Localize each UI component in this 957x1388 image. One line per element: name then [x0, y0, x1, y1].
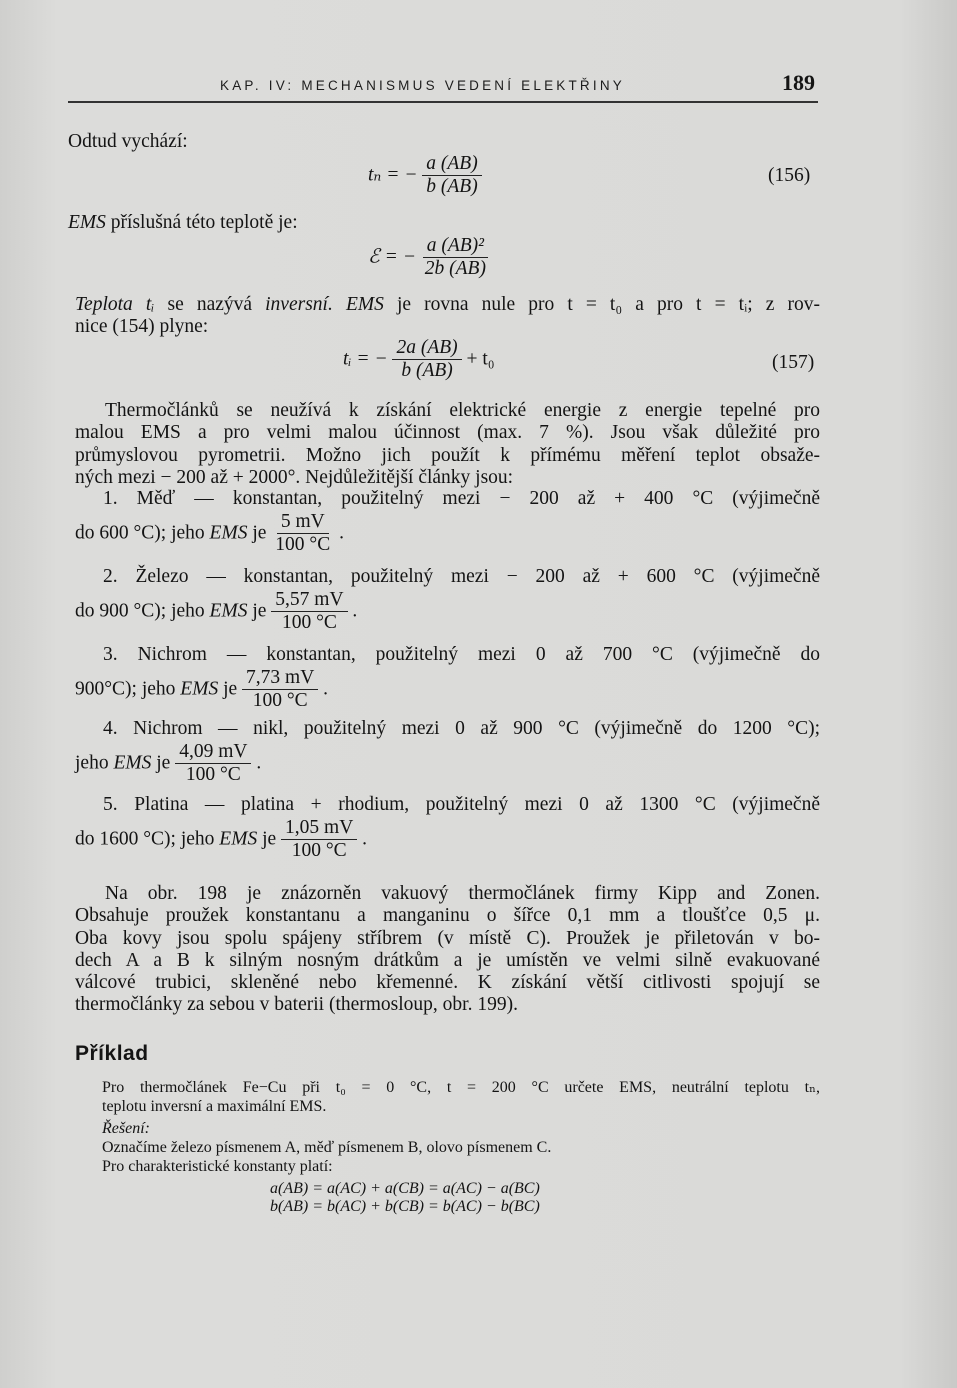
item-1-je: je	[252, 522, 267, 544]
eq156-fraction	[422, 154, 481, 198]
equation-b: b(AB) = b(AC) + b(CB) = b(AC) − b(BC)	[270, 1198, 540, 1215]
item-4-line-2	[75, 742, 820, 786]
list-item	[75, 488, 820, 556]
kipp-zonen-paragraph	[75, 883, 820, 1017]
eq156-numerator: a (AB)	[422, 154, 481, 176]
eqE-fraction	[421, 236, 490, 280]
item-1-line-2	[75, 512, 820, 556]
item-2-num: 5,57 mV	[271, 590, 347, 612]
item-1-num: 5 mV	[277, 512, 329, 534]
teplota-rest: je rovna nule pro t = t₀ a pro t = tᵢ; z rov-	[396, 294, 821, 315]
item-3-num: 7,73 mV	[242, 668, 318, 690]
item-2-line-1: 2. Železo — konstantan, použitelný mezi − 200 až + 600 °C (výjimečně	[103, 566, 820, 587]
item-5-num: 1,05 mV	[281, 818, 357, 840]
running-header: KAP. IV: MECHANISMUS VEDENÍ ELEKTŘINY	[220, 78, 625, 93]
para2-line-6: thermočlánky za sebou v baterii (thermosloup, obr. 199).	[75, 994, 518, 1016]
inversni-word: inversní.	[265, 294, 333, 315]
solution-line-1: Označíme železo písmenem A, měď písmenem B, olovo písmenem C.	[102, 1139, 552, 1156]
teplota-line-1	[75, 294, 820, 316]
ems-intro	[68, 212, 298, 234]
item-3-fraction	[242, 668, 318, 712]
item-4-den: 100 °C	[185, 764, 241, 786]
item-1-fraction	[271, 512, 334, 556]
item-2-je: je	[252, 600, 267, 622]
eq157-fraction	[392, 338, 461, 382]
ems-word: EMS	[345, 294, 384, 315]
list-item	[75, 566, 820, 634]
item-3-pre: 900°C); jeho	[75, 678, 176, 700]
eq157-rhs: + t₀	[466, 348, 495, 370]
equation-emf	[368, 236, 490, 280]
task-line-2: teplotu inversní a maximální EMS.	[102, 1098, 327, 1115]
item-1-den: 100 °C	[275, 534, 331, 556]
para2-line-1: Na obr. 198 je znázorněn vakuový thermočlánek firmy Kipp and Zonen.	[105, 883, 820, 904]
item-3-ems: EMS	[180, 678, 219, 700]
header-rule	[68, 101, 818, 103]
item-3-den: 100 °C	[252, 690, 308, 712]
item-2-fraction	[271, 590, 347, 634]
item-3-line-1: 3. Nichrom — konstantan, použitelný mezi 0 až 700 °C (výjimečně do	[103, 644, 820, 665]
item-2-line-2	[75, 590, 820, 634]
item-4-num: 4,09 mV	[175, 742, 251, 764]
para2-line-2: Obsahuje proužek konstantanu a manganinu o šířce 0,1 mm a tloušťce 0,5 μ.	[75, 905, 820, 927]
task-line-1: Pro thermočlánek Fe−Cu při t₀ = 0 °C, t = 200 °C určete EMS, neutrální teplotu tₙ,	[102, 1079, 820, 1096]
item-1-line-1: 1. Měď — konstantan, použitelný mezi − 200 až + 400 °C (výjimečně	[103, 488, 820, 509]
item-5-ems: EMS	[219, 828, 258, 850]
eqE-numerator: a (AB)²	[423, 236, 488, 258]
eq156-lhs: tₙ = −	[368, 164, 418, 186]
item-4-ems: EMS	[113, 752, 152, 774]
item-2-pre: do 900 °C); jeho	[75, 600, 205, 622]
para2-line-5: válcové trubici, skleněné nebo křemenné. K získání větší citlivosti spojují se	[75, 972, 820, 994]
item-2-end: .	[352, 600, 358, 622]
ems-label: EMS	[68, 212, 106, 233]
item-1-pre: do 600 °C); jeho	[75, 522, 205, 544]
item-4-pre: jeho	[75, 752, 109, 774]
item-4-line-1: 4. Nichrom — nikl, použitelný mezi 0 až 900 °C (výjimečně do 1200 °C);	[103, 718, 820, 739]
equation-number-157: (157)	[772, 352, 815, 373]
eqE-lhs: ℰ = −	[368, 246, 416, 268]
item-4-je: je	[156, 752, 171, 774]
constants-equations	[270, 1180, 540, 1216]
list-item	[75, 718, 820, 786]
para2-line-4: dech A a B k silným nosným drátkům a je umístěn ve velmi silně evakuované	[75, 949, 820, 971]
ems-text: příslušná této teplotě je:	[110, 212, 298, 233]
para2-line-3: Oba kovy jsou spolu spájeny stříbrem (v místě C). Proužek je přiletován v bo-	[75, 927, 820, 949]
item-4-fraction	[175, 742, 251, 786]
item-3-je: je	[223, 678, 238, 700]
teplota-text: se nazývá	[167, 294, 253, 315]
equation-157	[343, 338, 495, 382]
eq157-denominator: b (AB)	[401, 360, 453, 382]
teplota-line-2: nice (154) plyne:	[75, 316, 209, 338]
item-5-fraction	[281, 818, 357, 862]
item-5-den: 100 °C	[291, 840, 347, 862]
item-5-end: .	[362, 828, 368, 850]
example-heading: Příklad	[75, 1042, 149, 1065]
teplota-word: Teplota tᵢ	[75, 294, 155, 315]
list-item	[75, 794, 820, 862]
list-item	[75, 644, 820, 712]
para1-line-1: Thermočlánků se neužívá k získání elektrické energie z energie tepelné pro	[105, 400, 820, 421]
solution-label: Řešení:	[102, 1120, 150, 1137]
thermocouple-paragraph	[75, 400, 820, 489]
item-1-ems: EMS	[209, 522, 248, 544]
item-5-line-1: 5. Platina — platina + rhodium, použitelný mezi 0 až 1300 °C (výjimečně	[103, 794, 820, 815]
item-1-end: .	[339, 522, 344, 544]
para1-line-2: malou EMS a pro velmi malou účinnost (max. 7 %). Jsou však důležité pro	[75, 422, 820, 444]
intro-text: Odtud vychází:	[68, 131, 188, 152]
example-task	[102, 1078, 820, 1176]
item-5-line-2	[75, 818, 820, 862]
item-5-je: je	[262, 828, 277, 850]
item-2-ems: EMS	[209, 600, 248, 622]
para1-line-4: ných mezi − 200 až + 2000°. Nejdůležitější články jsou:	[75, 466, 514, 488]
equation-156	[368, 154, 482, 198]
eq157-numerator: 2a (AB)	[392, 338, 461, 360]
item-3-end: .	[323, 678, 329, 700]
equation-number-156: (156)	[768, 165, 811, 186]
equation-a: a(AB) = a(AC) + a(CB) = a(AC) − a(BC)	[270, 1180, 540, 1197]
para1-line-3: průmyslovou pyrometrii. Možno jich použít k přímému měření teplot obsaže-	[75, 444, 820, 466]
item-2-den: 100 °C	[281, 612, 337, 634]
item-5-pre: do 1600 °C); jeho	[75, 828, 215, 850]
item-3-line-2	[75, 668, 820, 712]
page-number: 189	[782, 70, 815, 95]
eq157-lhs: tᵢ = −	[343, 348, 388, 370]
item-4-end: .	[256, 752, 262, 774]
eq156-denominator: b (AB)	[426, 176, 478, 198]
solution-line-2: Pro charakteristické konstanty platí:	[102, 1158, 333, 1175]
teplota-paragraph	[75, 294, 820, 339]
eqE-denominator: 2b (AB)	[424, 258, 486, 280]
